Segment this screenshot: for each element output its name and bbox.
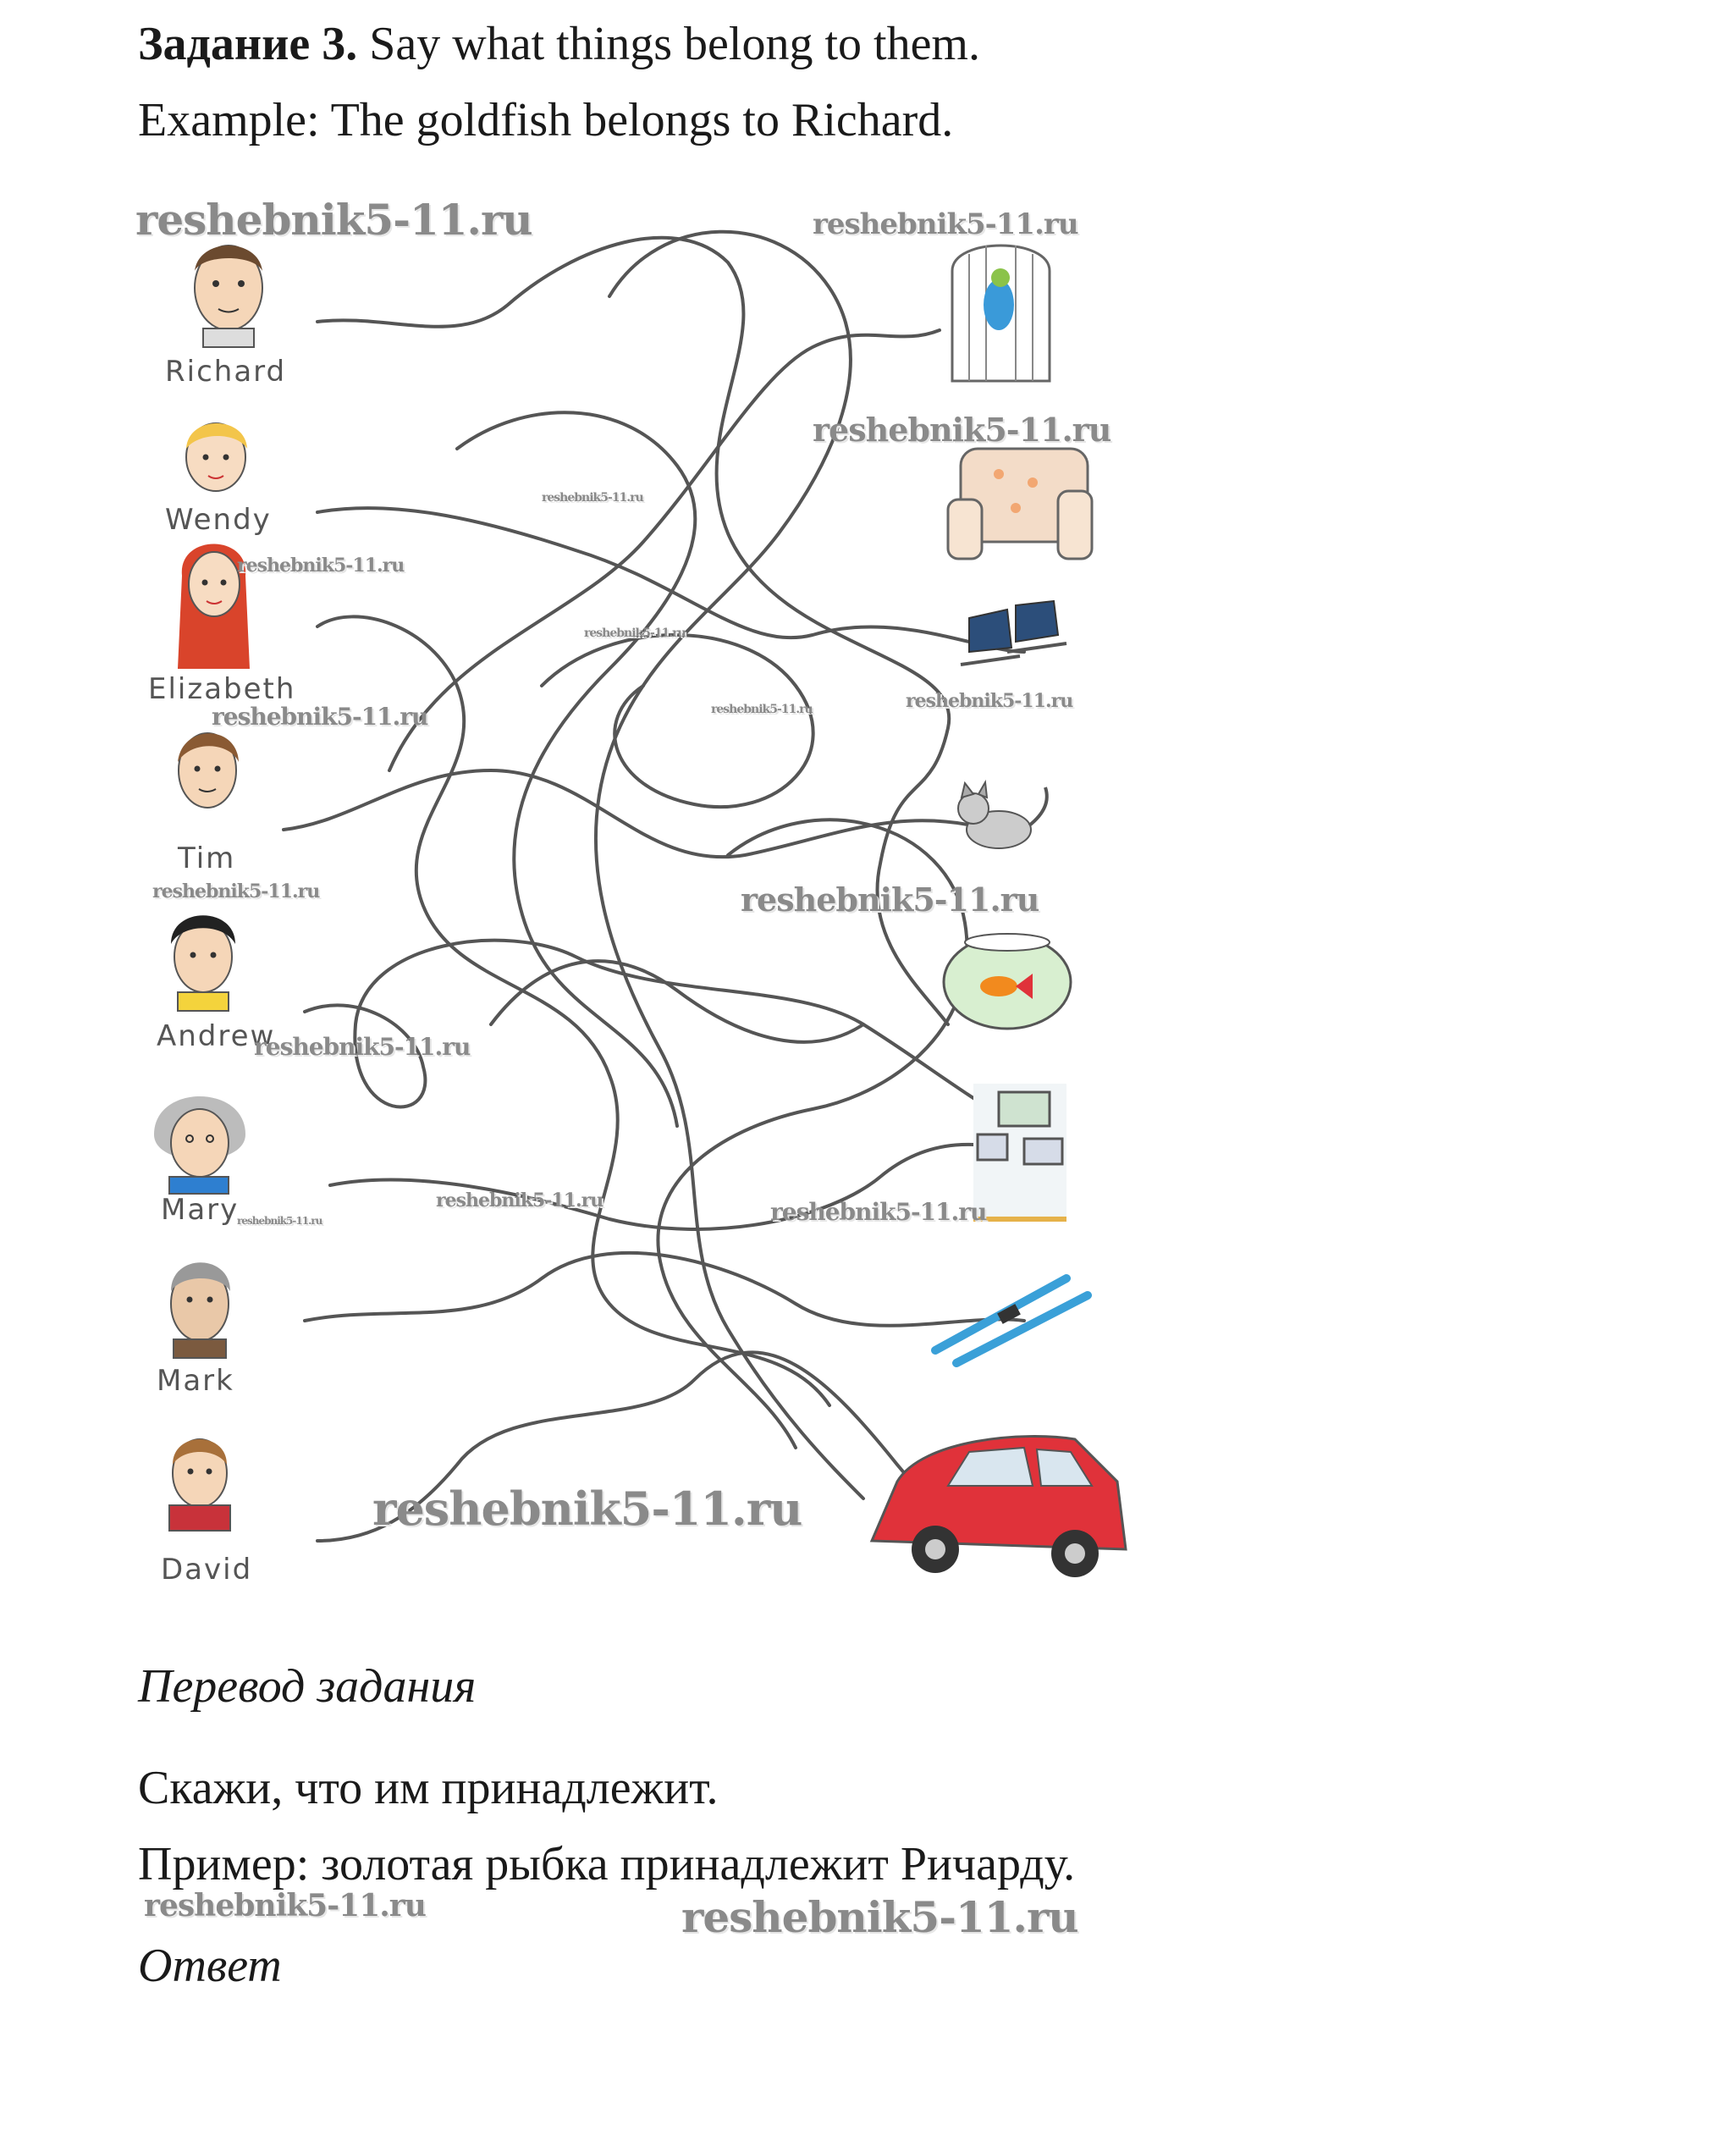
person-wendy — [165, 423, 272, 537]
answer-heading: Ответ — [138, 1940, 282, 1992]
watermark: reshebnik5-11.ru — [813, 207, 1078, 241]
maze-illustration — [135, 178, 1134, 1609]
kitten-icon — [958, 782, 1047, 848]
watermark: reshebnik5-11.ru — [144, 1888, 426, 1924]
person-tim — [177, 733, 239, 875]
watermark: reshebnik5-11.ru — [372, 1482, 802, 1536]
person-mark — [157, 1262, 234, 1398]
watermark: reshebnik5-11.ru — [436, 1189, 603, 1212]
watermark: reshebnik5-11.ru — [681, 1892, 1078, 1942]
watermark: reshebnik5-11.ru — [711, 703, 813, 716]
translation-heading: Перевод задания — [138, 1660, 477, 1713]
task-instruction: Say what things belong to them. — [369, 18, 980, 70]
person-name-elizabeth: Elizabeth — [148, 672, 296, 706]
watermark: reshebnik5-11.ru — [542, 491, 643, 505]
watermark: reshebnik5-11.ru — [212, 703, 428, 731]
watermark: reshebnik5-11.ru — [152, 880, 320, 902]
parrot-cage-icon — [952, 246, 1050, 381]
watermark: reshebnik5-11.ru — [906, 690, 1073, 712]
person-name-tim: Tim — [178, 842, 236, 875]
translation-example: Пример: золотая рыбка принадлежит Ричарду. — [138, 1838, 1076, 1890]
person-name-david: David — [161, 1553, 253, 1587]
people-column — [148, 246, 295, 1587]
person-name-richard: Richard — [165, 355, 287, 389]
goldfish-bowl-icon — [944, 934, 1071, 1029]
task-example: Example: The goldfish belongs to Richard. — [138, 94, 954, 146]
person-name-mary: Mary — [161, 1193, 240, 1227]
skates-icon — [961, 601, 1066, 665]
watermark: reshebnik5-11.ru — [813, 411, 1111, 449]
person-name-andrew: Andrew — [157, 1019, 276, 1053]
person-richard — [165, 246, 286, 389]
person-david — [161, 1439, 252, 1587]
person-mary — [154, 1096, 245, 1227]
person-name-wendy: Wendy — [165, 503, 272, 537]
watermark: reshebnik5-11.ru — [584, 626, 686, 640]
watermark: reshebnik5-11.ru — [254, 1033, 471, 1061]
person-name-mark: Mark — [157, 1364, 234, 1398]
car-icon — [872, 1437, 1126, 1577]
watermark: reshebnik5-11.ru — [237, 555, 405, 577]
watermark: reshebnik5-11.ru — [741, 880, 1039, 919]
translation-instruction: Скажи, что им принадлежит. — [138, 1762, 719, 1814]
watermark: reshebnik5-11.ru — [770, 1198, 987, 1226]
pictures-wall-icon — [973, 1084, 1066, 1219]
task-number: Задание 3. — [138, 18, 358, 70]
armchair-icon — [948, 449, 1092, 559]
watermark: reshebnik5-11.ru — [237, 1215, 322, 1227]
watermark: reshebnik5-11.ru — [135, 195, 532, 245]
task-title — [138, 17, 980, 71]
